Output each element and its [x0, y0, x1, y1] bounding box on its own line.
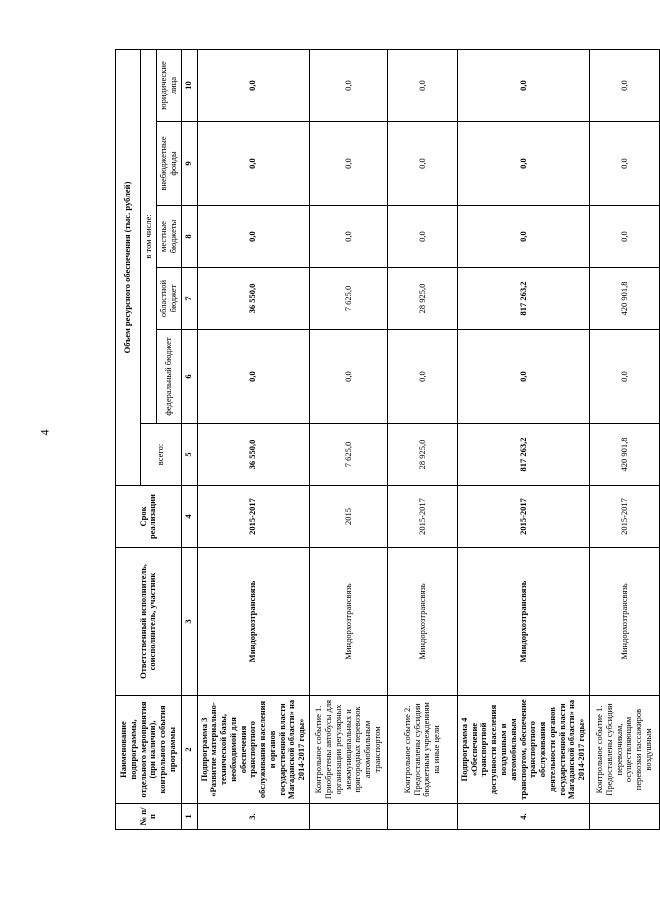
row-legal: 0,0 [387, 49, 457, 121]
row-responsible: Миндорхозтрансвязь [457, 548, 589, 696]
column-number: 10 [181, 49, 197, 121]
row-extrabudget: 0,0 [309, 122, 387, 206]
table-row [387, 49, 457, 829]
row-num [589, 804, 659, 830]
row-responsible: Миндорхозтрансвязь [197, 548, 309, 696]
row-period: 2015-2017 [197, 486, 309, 548]
row-num: 3. [197, 804, 309, 830]
table-row [589, 49, 659, 829]
header-num: № п/п [116, 804, 182, 830]
row-regional: 420 901,8 [589, 268, 659, 330]
header-total: всего: [141, 424, 182, 486]
column-number: 4 [181, 486, 197, 548]
column-number: 5 [181, 424, 197, 486]
table-row [309, 49, 387, 829]
row-total: 817 263,2 [457, 424, 589, 486]
row-total: 36 550,0 [197, 424, 309, 486]
row-extrabudget: 0,0 [457, 122, 589, 206]
row-name: Подпрограмма 4 «Обеспечение транспортной доступности населения воздушным и автомобильным транспортом, обеспечение транспортного обслуживания деятельности органов государственной власти Магаданской области» на 2014-2017 годы» [457, 696, 589, 804]
row-local: 0,0 [309, 206, 387, 268]
column-number: 8 [181, 206, 197, 268]
row-federal: 0,0 [457, 330, 589, 424]
row-name: Контрольное событие 2. Предоставлены субсидии бюджетным учреждениям на иные цели [387, 696, 457, 804]
column-number: 2 [181, 696, 197, 804]
column-number: 1 [181, 804, 197, 830]
row-period: 2015-2017 [387, 486, 457, 548]
row-extrabudget: 0,0 [589, 122, 659, 206]
column-number: 9 [181, 122, 197, 206]
row-federal: 0,0 [387, 330, 457, 424]
row-total: 420 901,8 [589, 424, 659, 486]
row-regional: 36 550,0 [197, 268, 309, 330]
row-num: 4. [457, 804, 589, 830]
row-period: 2015-2017 [457, 486, 589, 548]
header-regional: областной бюджет [157, 268, 182, 330]
header-including: в том числе: [141, 49, 157, 423]
row-legal: 0,0 [309, 49, 387, 121]
header-period: Срок реализации [116, 486, 182, 548]
row-regional: 817 263,2 [457, 268, 589, 330]
row-legal: 0,0 [197, 49, 309, 121]
row-num [309, 804, 387, 830]
row-legal: 0,0 [589, 49, 659, 121]
table-row [457, 49, 589, 829]
rotated-table-sheet [115, 50, 653, 830]
header-responsible: Ответственный исполнитель, соисполнитель, участник [116, 548, 182, 696]
row-name: Подпрограмма 3 «Развитие материально-технической базы, необходимой для обеспечения транспортного обслуживания населения и органов государственной власти Магаданской области» на 2014-2017 годы» [197, 696, 309, 804]
page-number: 4 [37, 429, 52, 436]
row-extrabudget: 0,0 [197, 122, 309, 206]
column-number: 3 [181, 548, 197, 696]
row-responsible: Миндорхозтрансвязь [589, 548, 659, 696]
row-responsible: Миндорхозтрансвязь [387, 548, 457, 696]
table-row [197, 49, 309, 829]
row-period: 2015 [309, 486, 387, 548]
column-number: 7 [181, 268, 197, 330]
row-federal: 0,0 [589, 330, 659, 424]
header-volume: Объем ресурсного обеспечения (тыс. рублей) [116, 49, 141, 485]
resource-table [115, 49, 660, 830]
row-total: 28 925,0 [387, 424, 457, 486]
row-num [387, 804, 457, 830]
row-federal: 0,0 [197, 330, 309, 424]
header-name: Наименование подпрограммы, отдельного мероприятия (при наличии), контрольного события программы [116, 696, 182, 804]
column-number-row [181, 49, 197, 829]
header-federal: федеральный бюджет [157, 330, 182, 424]
row-federal: 0,0 [309, 330, 387, 424]
row-period: 2015-2017 [589, 486, 659, 548]
row-legal: 0,0 [457, 49, 589, 121]
header-local: местные бюджеты [157, 206, 182, 268]
row-local: 0,0 [387, 206, 457, 268]
column-number: 6 [181, 330, 197, 424]
row-local: 0,0 [589, 206, 659, 268]
row-regional: 7 625,0 [309, 268, 387, 330]
row-local: 0,0 [457, 206, 589, 268]
header-extrabudget: внебюджетные фонды [157, 122, 182, 206]
row-total: 7 625,0 [309, 424, 387, 486]
row-name: Контрольное событие 1. Предоставлены субсидии перевозчикам, осуществляющим перевозки пассажиров воздушным [589, 696, 659, 804]
header-legal: юридические лица [157, 49, 182, 121]
row-name: Контрольное событие 1. Приобретены автобусы для организации регулярных межмуниципальных и пригородных перевозок автомобильным транспортом [309, 696, 387, 804]
row-local: 0,0 [197, 206, 309, 268]
row-regional: 28 925,0 [387, 268, 457, 330]
row-extrabudget: 0,0 [387, 122, 457, 206]
row-responsible: Миндорхозтрансвязь [309, 548, 387, 696]
